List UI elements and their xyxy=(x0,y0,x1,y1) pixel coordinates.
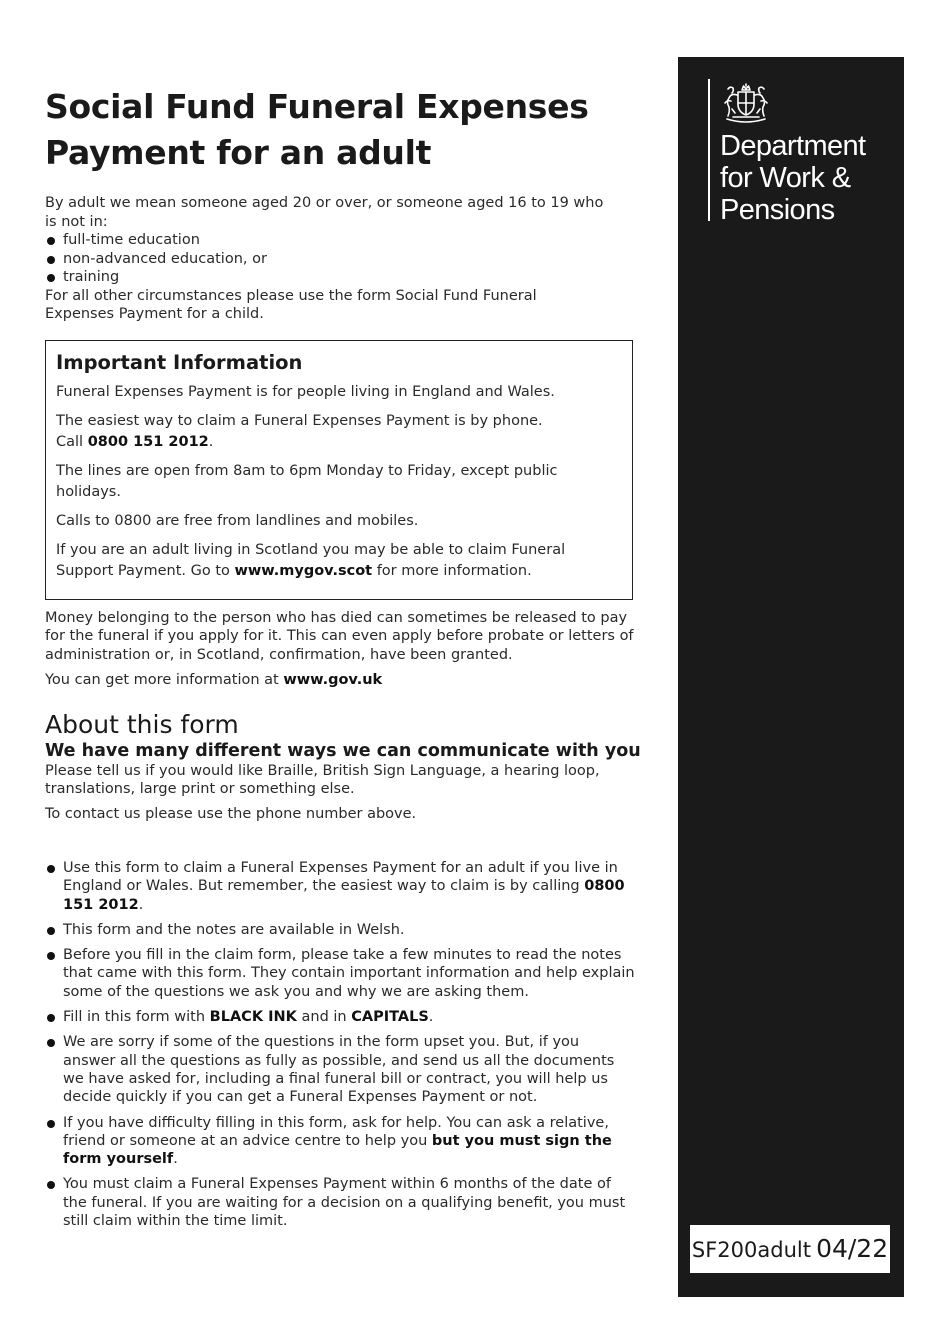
department-line-3: Pensions xyxy=(720,194,835,226)
note-1-phone: 0800 151 2012 xyxy=(63,878,625,913)
form-code: SF200adult xyxy=(691,1238,811,1262)
royal-coat-of-arms-icon xyxy=(721,81,771,125)
logo-rule xyxy=(708,79,710,221)
list-item: full-time education xyxy=(45,231,605,250)
list-item xyxy=(45,1008,635,1026)
important-p5-tail: for more information. xyxy=(372,562,532,579)
more-info-text: You can get more information at xyxy=(45,672,284,688)
phone-number: 0800 151 2012 xyxy=(87,433,209,450)
important-p3: The lines are open from 8am to 6pm Monday to Friday, except public holidays. xyxy=(56,462,558,500)
intro-list xyxy=(45,231,605,287)
sidebar-panel xyxy=(678,57,904,1297)
note-6-bold: but you must sign the form yourself xyxy=(63,1132,612,1168)
title-line-1: Social Fund Funeral Expenses xyxy=(45,87,589,126)
note-1-end: . xyxy=(138,896,144,913)
money-paragraph: Money belonging to the person who has died can sometimes be released to pay for the funeral if you apply for it. This can even apply before probate or letters of administration or, in Scotland, confirmation, have been granted. xyxy=(45,609,634,663)
intro-section xyxy=(45,194,605,324)
important-p2 xyxy=(56,411,622,453)
main-content xyxy=(45,84,645,1237)
contact-text: To contact us please use the phone number above. xyxy=(45,805,417,822)
important-p2-call: Call xyxy=(56,433,88,450)
intro-lead: By adult we mean someone aged 20 or over, or someone aged 16 to 19 who is not in: xyxy=(45,195,604,230)
notes-list xyxy=(45,859,635,1230)
note-4-a: Fill in this form with xyxy=(63,1009,210,1026)
communicate-subheading: We have many different ways we can communicate with you xyxy=(45,740,641,761)
note-4-black-ink: BLACK INK xyxy=(209,1009,297,1026)
list-item: This form and the notes are available in Welsh. xyxy=(45,921,635,939)
note-4-e: . xyxy=(428,1009,434,1026)
department-name xyxy=(720,130,866,226)
communicate-body: Please tell us if you would like Braille, British Sign Language, a hearing loop, translations, large print or something else. xyxy=(45,762,600,797)
about-heading: About this form xyxy=(45,709,239,739)
department-line-2: for Work & xyxy=(720,162,851,194)
form-date: 04/22 xyxy=(816,1234,889,1263)
list-item xyxy=(45,1114,635,1169)
form-code-box xyxy=(690,1225,890,1273)
list-item: non-advanced education, or xyxy=(45,250,605,269)
more-info xyxy=(45,671,645,690)
list-item: You must claim a Funeral Expenses Payment within 6 months of the date of the funeral. If you are waiting for a decision on a qualifying benefit, you must still claim within the time limit. xyxy=(45,1175,635,1230)
note-4-c: and in xyxy=(296,1009,352,1026)
important-p4: Calls to 0800 are free from landlines and mobiles. xyxy=(56,512,419,529)
important-p5 xyxy=(56,540,622,582)
title-line-2: Payment for an adult xyxy=(45,133,432,172)
list-item xyxy=(45,859,635,914)
important-information-box xyxy=(45,340,633,600)
note-4-capitals: CAPITALS xyxy=(351,1009,429,1026)
list-item: We are sorry if some of the questions in the form upset you. But, if you answer all the questions as fully as possible, and send us all the documents we have asked for, including a final funeral bill or contract, you will help us decide quickly if you can get a Funeral Expenses Payment or not. xyxy=(45,1033,635,1106)
gov-uk-link[interactable]: www.gov.uk xyxy=(283,672,383,688)
list-item: Before you fill in the claim form, please take a few minutes to read the notes that came with this form. They contain important information and help explain some of the questions we ask you and why we are asking them. xyxy=(45,946,635,1001)
note-1-text: Use this form to claim a Funeral Expenses Payment for an adult if you live in England or Wales. But remember, the easiest way to claim is by calling xyxy=(63,860,618,895)
important-p5-text: If you are an adult living in Scotland you may be able to claim Funeral Support Payment. Go to xyxy=(56,541,566,579)
intro-tail: For all other circumstances please use the form Social Fund Funeral Expenses Payment for a child. xyxy=(45,287,537,322)
important-heading: Important Information xyxy=(56,350,303,374)
note-6-text: If you have difficulty filling in this form, ask for help. You can ask a relative, friend or someone at an advice centre to help you xyxy=(63,1114,609,1149)
important-p2-period: . xyxy=(208,433,214,450)
important-p1: Funeral Expenses Payment is for people living in England and Wales. xyxy=(56,383,555,400)
page-title xyxy=(45,84,645,176)
list-item: training xyxy=(45,268,605,287)
dwp-logo xyxy=(708,79,898,226)
department-line-1: Department xyxy=(720,130,866,162)
important-p2-text: The easiest way to claim a Funeral Expenses Payment is by phone. xyxy=(56,412,543,429)
note-6-end: . xyxy=(173,1151,178,1168)
mygov-scot-link[interactable]: www.mygov.scot xyxy=(234,562,373,579)
